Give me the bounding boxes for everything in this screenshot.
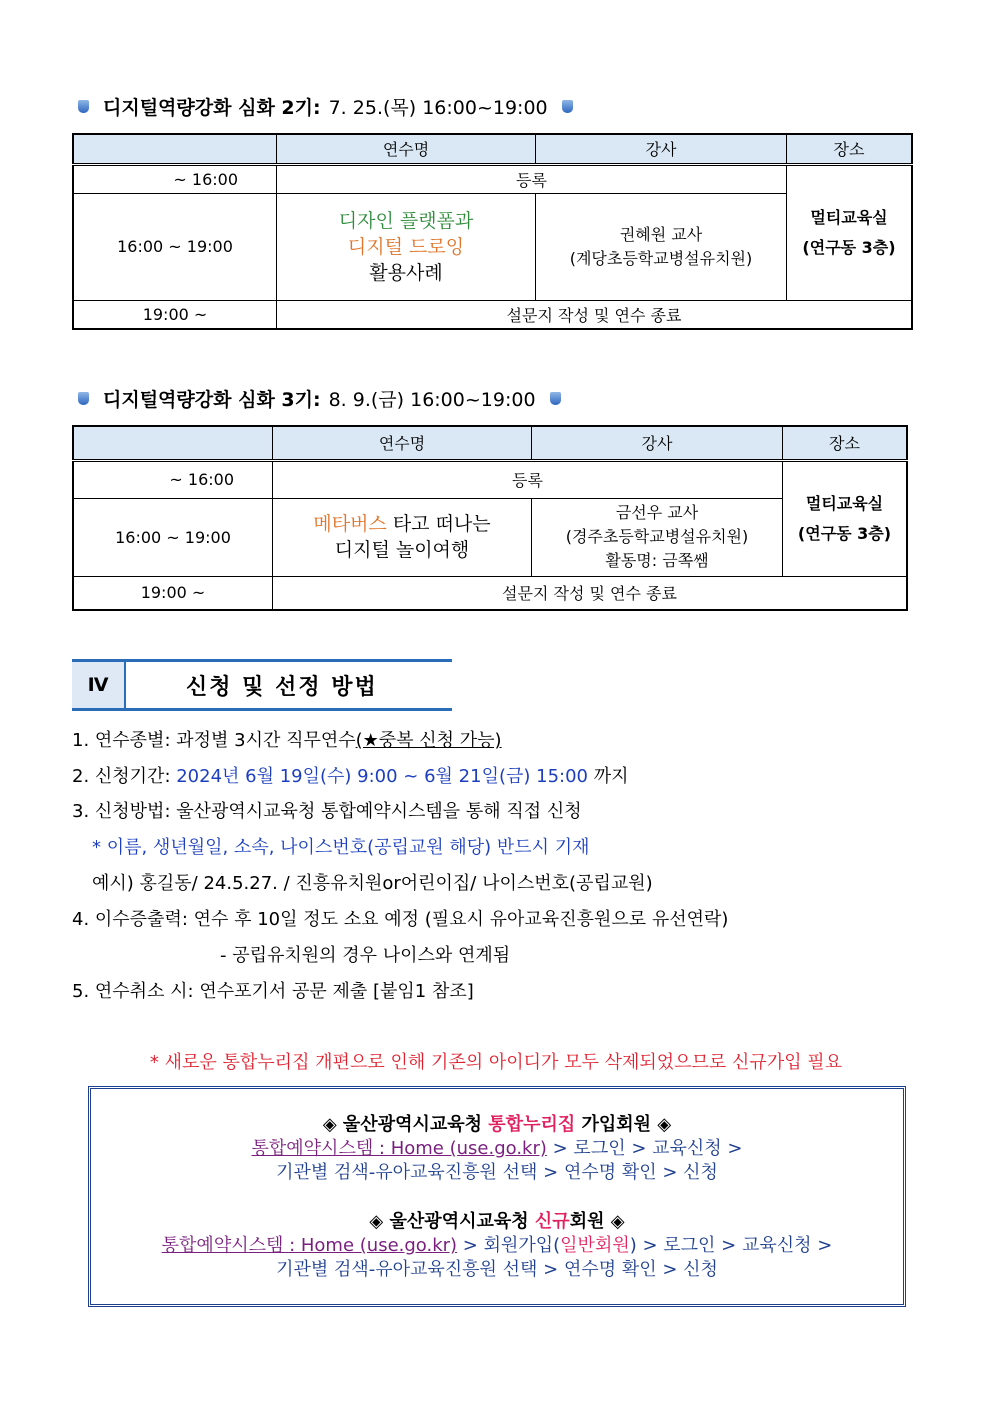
row3-time: 19:00 ~: [73, 300, 277, 329]
session3-table: [72, 425, 908, 611]
section4-number: Ⅳ: [72, 662, 124, 708]
new-path-line2: 기관별 검색-유아교육진흥원 선택 > 연수명 확인 > 신청: [276, 1259, 718, 1280]
session3-date: 8. 9.(금) 16:00~19:00: [328, 389, 536, 411]
row1-name: 등록: [277, 164, 787, 193]
place-line1: 멀티교육실: [805, 493, 884, 513]
bullet-icon: [550, 392, 561, 405]
reservation-system-link[interactable]: 통합예약시스템 : Home (use.go.kr): [251, 1138, 547, 1159]
program-line2: 디지털 드로잉: [347, 235, 465, 258]
item2-value: 2024년 6월 19일(수) 9:00 ~ 6월 21일(금) 15:00: [176, 766, 588, 787]
program-line1: [273, 511, 531, 537]
item-1: [72, 726, 502, 752]
bullet-icon: [78, 392, 89, 405]
item1-label: 1. 연수종별: 과정별 3시간 직무연수: [72, 730, 356, 751]
reservation-system-link[interactable]: 통합예약시스템 : Home (use.go.kr): [161, 1235, 458, 1256]
program-rest: 타고 떠나는: [386, 513, 491, 535]
row2-time: 16:00 ~ 19:00: [73, 193, 277, 300]
item-5: 5. 연수취소 시: 연수포기서 공문 제출 [붙임1 참조]: [72, 981, 474, 1002]
section4-heading: [72, 659, 452, 711]
existing-post: 가입회원 ◈: [575, 1114, 672, 1135]
header-instructor: 강사: [532, 426, 783, 460]
instructor-cell: [536, 193, 787, 300]
header-program: 연수명: [273, 426, 532, 460]
item-2: [72, 762, 629, 788]
existing-member-block: [91, 1113, 903, 1185]
notice-text: * 새로운 통합누리집 개편으로 인해 기존의 아이디가 모두 삭제되었으므로 신규가입 필요: [149, 1052, 843, 1073]
new-path-line1: [91, 1234, 903, 1258]
header-instructor: 강사: [536, 134, 787, 164]
header-empty: [73, 134, 277, 164]
item4-note: - 공립유치원의 경우 나이스와 연계됨: [220, 945, 511, 966]
item-4: 4. 이수증출력: 연수 후 10일 정도 소요 예정 (필요시 유아교육진흥원으로 유선연락): [72, 909, 729, 930]
row1-time: ~ 16:00: [73, 164, 277, 193]
program-cell: [277, 193, 536, 300]
header-program: 연수명: [277, 134, 536, 164]
new-em: 신규: [534, 1211, 570, 1232]
session2-title: [78, 93, 573, 120]
existing-path-line1: [91, 1137, 903, 1161]
row2-time: 16:00 ~ 19:00: [73, 498, 273, 576]
place-line1: 멀티교육실: [810, 207, 888, 227]
place-line2: (연구동 3층): [802, 237, 896, 257]
new-path-b: 일반회원: [560, 1235, 630, 1256]
item2-label: 2. 신청기간:: [72, 766, 177, 787]
session2-name: 디지털역량강화 심화 2기:: [103, 97, 321, 119]
place-cell: [787, 164, 913, 300]
header-place: 장소: [787, 134, 913, 164]
program-line1: 디자인 플랫폼과: [338, 209, 474, 232]
row1-time: ~ 16:00: [73, 460, 273, 498]
session3-title: [78, 385, 561, 412]
item1-note: (★중복 신청 가능): [355, 730, 502, 751]
item3-note: * 이름, 생년월일, 소속, 나이스번호(공립교원 해당) 반드시 기재: [92, 837, 590, 858]
session3-name: 디지털역량강화 심화 3기:: [103, 389, 321, 411]
instructor-school: (경주초등학교병설유치원): [565, 527, 749, 546]
new-path-c: ) > 로그인 > 교육신청 >: [629, 1235, 833, 1256]
row3-name: 설문지 작성 및 연수 종료: [273, 576, 908, 610]
new-post: 회원 ◈: [569, 1211, 625, 1232]
instructor-school: (계당초등학교병설유치원): [569, 248, 753, 268]
header-place: 장소: [783, 426, 908, 460]
existing-member-heading: [91, 1113, 903, 1137]
program-line3: 활용사례: [369, 261, 443, 284]
new-member-block: [91, 1210, 903, 1282]
new-pre: ◈ 울산광역시교육청: [369, 1211, 535, 1232]
existing-path1: > 로그인 > 교육신청 >: [546, 1138, 743, 1159]
row1-name: 등록: [273, 460, 783, 498]
place-cell: [783, 460, 908, 576]
instructor-name: 금선우 교사: [615, 503, 699, 522]
item-3: 3. 신청방법: 울산광역시교육청 통합예약시스템을 통해 직접 신청: [72, 801, 582, 822]
new-member-heading: [91, 1210, 903, 1234]
existing-em: 통합누리집: [488, 1114, 576, 1135]
new-path-a: > 회원가입(: [457, 1235, 561, 1256]
bullet-icon: [562, 100, 573, 113]
instructor-cell: [532, 498, 783, 576]
instructor-name: 권혜원 교사: [619, 224, 703, 244]
session2-table: [72, 133, 913, 330]
item3-example: 예시) 홍길동/ 24.5.27. / 진흥유치원or어린이집/ 나이스번호(공립교원): [92, 873, 653, 894]
existing-pre: ◈ 울산광역시교육청: [322, 1114, 489, 1135]
item2-suffix: 까지: [588, 766, 629, 787]
header-empty: [73, 426, 273, 460]
bullet-icon: [78, 100, 89, 113]
section4-title: 신청 및 선정 방법: [186, 674, 378, 700]
program-line2: 디지털 놀이여행: [334, 539, 470, 561]
existing-path-line2: 기관별 검색-유아교육진흥원 선택 > 연수명 확인 > 신청: [276, 1162, 718, 1183]
info-box: [88, 1086, 906, 1307]
row3-name: 설문지 작성 및 연수 종료: [277, 300, 913, 329]
program-keyword: 메타버스: [313, 513, 387, 535]
session2-date: 7. 25.(목) 16:00~19:00: [328, 97, 548, 119]
place-line2: (연구동 3층): [797, 523, 892, 543]
program-cell: [273, 498, 532, 576]
instructor-activity: 활동명: 금쪽쌤: [605, 551, 709, 570]
row3-time: 19:00 ~: [73, 576, 273, 610]
